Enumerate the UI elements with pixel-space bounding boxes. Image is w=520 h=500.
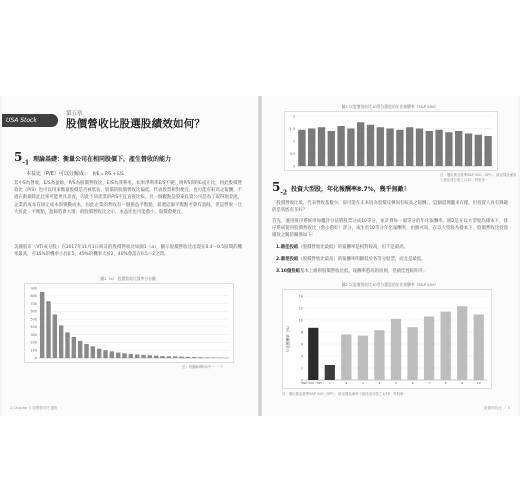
y-tick-label: 800 <box>30 294 37 299</box>
chapter-title: 股價營收比股選股績效如何？ <box>66 118 206 130</box>
bar <box>367 125 374 166</box>
bar <box>441 312 451 380</box>
list-item: 3.10個投組基本上維則股價營收比低，報酬率愈高的原則，但績佳性較明升。 <box>276 269 428 274</box>
bar <box>141 355 145 358</box>
bar <box>53 314 57 358</box>
bar <box>484 136 491 166</box>
y-tick-label: 10 <box>298 318 303 323</box>
bar <box>426 131 433 166</box>
y-tick-label: 0 <box>34 356 37 361</box>
bar <box>391 319 401 380</box>
bar <box>167 356 171 358</box>
figure-1a-source: 註：相關解釋P/S中~~~下 <box>182 365 223 369</box>
left-page <box>2 96 258 416</box>
right-page-footer: 股價營收比 ／ 5 <box>483 406 510 410</box>
paragraph-2: 首先，運用排序系統用加權評分法將股票分成10等分，並計算每一個等分的年化報酬率，圖2是在以大型股為樣本下，排序系統使用股價營收比（愈小愈好）評分，或生於10等分年化報酬率，由圖可知，在以大型股為樣本下，股價營收比投資績效之關的關係如下： <box>272 219 508 239</box>
bar <box>59 325 63 358</box>
bar <box>318 127 325 166</box>
book-spread <box>0 96 520 416</box>
bar <box>377 127 384 166</box>
chart-2-svg <box>283 290 491 388</box>
section-5-2-heading <box>272 180 410 196</box>
bar <box>465 134 472 167</box>
bar <box>192 357 196 358</box>
bar <box>358 336 368 380</box>
bar <box>347 129 354 167</box>
bar <box>308 129 315 167</box>
y-tick-label: 0 <box>292 164 295 169</box>
bar <box>129 354 133 358</box>
bar <box>116 353 120 358</box>
y-tick-label: 2 <box>292 114 295 119</box>
bar <box>406 127 413 166</box>
y-tick-label: 900 <box>30 286 37 291</box>
section-number: $5_{-1}$ <box>14 150 30 167</box>
bar <box>135 355 139 359</box>
bar <box>445 132 452 166</box>
x-tick-label: 8 <box>444 381 447 385</box>
section-title: 理論基礎：衡量公司在相同股價下，產生營收的能力 <box>33 155 172 163</box>
bar <box>84 344 88 358</box>
bar <box>148 355 152 358</box>
x-tick-label: 2 <box>345 381 348 385</box>
x-tick-label: 4 <box>378 381 381 385</box>
bar <box>424 316 434 380</box>
section-5-1-heading <box>14 150 171 166</box>
y-tick-label: 8 <box>300 330 303 335</box>
x-tick-label: 1 <box>328 381 331 385</box>
figure-1b-chart <box>284 111 498 171</box>
y-tick-label: 1 <box>292 139 295 144</box>
bar <box>416 129 423 167</box>
bar <box>475 135 482 166</box>
y-tick-label: 700 <box>30 301 37 306</box>
bar <box>407 327 417 380</box>
list-item: 2.最差投組（股價營收比最高）的報酬率明顯低於各等分股票，而且是最低。 <box>276 257 426 262</box>
y-tick-label: 2 <box>300 366 303 371</box>
x-tick-label: 9 <box>461 381 464 385</box>
bar <box>65 332 69 358</box>
usa-stock-ribbon: USA Stock <box>2 114 58 127</box>
bar <box>396 130 403 166</box>
paragraph-1: 其中S為營收，E/S為盈餘，P/S為股價營收比，E/S為淨利率。如果淨利率E/S不變，則P/S與P/E成正比，因此股價營收比（P/S）也可以用來衡量股價是否被低估。股價的股價營收比偏低，代表股票相對便宜，也可能有較高之報酬，不過在虧損時此比率可能更具意義，因此不同產業的P/S不宜直接比較。另一個觀點是股東投資公司是為了取得現金流，企業的成本有固定成本與變動成本，因此企業的營收有一個損益平衡點，超過這個平衡點才會有盈餘，但是營收一旦大於此一平衡點，盈餘將會大增，故股價營收比之小，本益比也可能愈小，股價愈便宜。 <box>14 181 242 215</box>
formula-label: 本益比（P/E）可以分解成： <box>26 171 89 177</box>
bar <box>179 357 183 358</box>
bar <box>46 301 50 358</box>
chapter-number: 第五章 <box>66 111 83 117</box>
x-tick-label: S&P 500（SPY） <box>301 381 326 385</box>
y-tick-label: 100 <box>30 348 37 353</box>
bar <box>474 315 484 380</box>
bar <box>154 356 158 358</box>
x-tick-label: 10 <box>476 381 481 385</box>
figure-1b-source: 註：選出樣品基準S&P 500（SPY）；最佳樣品係第十最佳成分股之1/10：每股第~ <box>440 173 517 182</box>
chart-1b-svg <box>285 112 497 170</box>
bar <box>198 357 202 358</box>
y-tick-label: 1.5 <box>289 126 295 131</box>
right-page <box>262 96 518 416</box>
bar <box>457 306 467 380</box>
section-title: 投資大型股，年化報酬率8.7%，幾乎無敵！ <box>291 185 410 193</box>
bar <box>103 350 107 358</box>
y-tick-label: 0.5 <box>289 151 295 156</box>
bar <box>341 334 351 380</box>
figure-1a-caption: 圖1（a） 股價營收比頻率分布圖 <box>100 276 156 281</box>
paragraph-1: 「股價營收比低，代表營收基數少，卻可能在未來因為股價反彈而有較高之報酬」，這個道理聽來有理，但投資人真有興趣的是到底有多好？ <box>272 201 508 214</box>
left-page-footer: 2 Chapter 5 股價營收比選股 <box>10 406 58 410</box>
bar <box>298 130 305 166</box>
bar <box>205 357 209 358</box>
bar <box>173 356 177 358</box>
bar <box>374 330 384 380</box>
y-tick-label: 6 <box>300 342 303 347</box>
y-axis-label: 年化報酬率（%） <box>286 323 290 353</box>
figure-1a-chart <box>24 283 234 363</box>
bar <box>386 129 393 167</box>
figure-2-caption: 圖2 以股價營收比10等分選股的年化報酬率（S&P 500） <box>341 282 439 287</box>
y-tick-label: 14 <box>298 294 303 299</box>
bar <box>455 131 462 166</box>
y-tick-label: 12 <box>298 306 303 311</box>
formula-line <box>26 170 124 177</box>
y-tick-label: 300 <box>30 332 37 337</box>
y-tick-label: 600 <box>30 309 37 314</box>
section-number: $5_{-2}$ <box>272 180 288 197</box>
bar <box>97 349 101 358</box>
bar <box>91 346 95 358</box>
x-tick-label: 7 <box>428 381 431 385</box>
bar <box>186 357 190 358</box>
y-tick-label: 4 <box>300 354 303 359</box>
bar <box>78 341 82 358</box>
chart-1a-svg <box>25 284 233 362</box>
bar <box>435 130 442 166</box>
bar <box>308 328 318 380</box>
bar <box>160 356 164 358</box>
figure-2-source: 註：選出樣品基準S&P 500（SPY）；最佳樣品係第十最佳成分股之1/10：每股第~ <box>282 392 407 396</box>
bar <box>337 126 344 166</box>
bar <box>357 122 364 166</box>
paragraph-2: 美國股市（VTI成分股）在2017年11月1日統計的股價營收比如圖1（a），顯示股價營收比出現在0.4～0.5區間的機率最高，有15%的機率小於0.5，45%的機率大於2，40%會落在0.5～2之間。 <box>14 245 242 258</box>
x-tick-label: 5 <box>395 381 397 385</box>
x-tick-label: 6 <box>411 381 414 385</box>
y-tick-label: 500 <box>30 317 37 322</box>
y-tick-label: 0 <box>300 378 303 383</box>
bar <box>122 353 126 358</box>
y-tick-label: 200 <box>30 340 37 345</box>
figure-2-chart <box>282 289 492 389</box>
bar <box>40 292 44 358</box>
figure-1b-caption: 圖2 以股價營收比10等分選股的年化報酬率（S&P 500） <box>341 104 439 109</box>
bar <box>72 337 76 358</box>
list-item: 1.最佳投組（股價營收比最低）的報酬率是相對較高，但不是最高。 <box>276 245 409 250</box>
formula: P/E = P/S ÷ E/S <box>92 171 124 176</box>
bar <box>325 365 335 380</box>
x-tick-label: 3 <box>361 381 364 385</box>
y-tick-label: 400 <box>30 325 37 330</box>
bar <box>328 131 335 166</box>
bar <box>110 351 114 358</box>
